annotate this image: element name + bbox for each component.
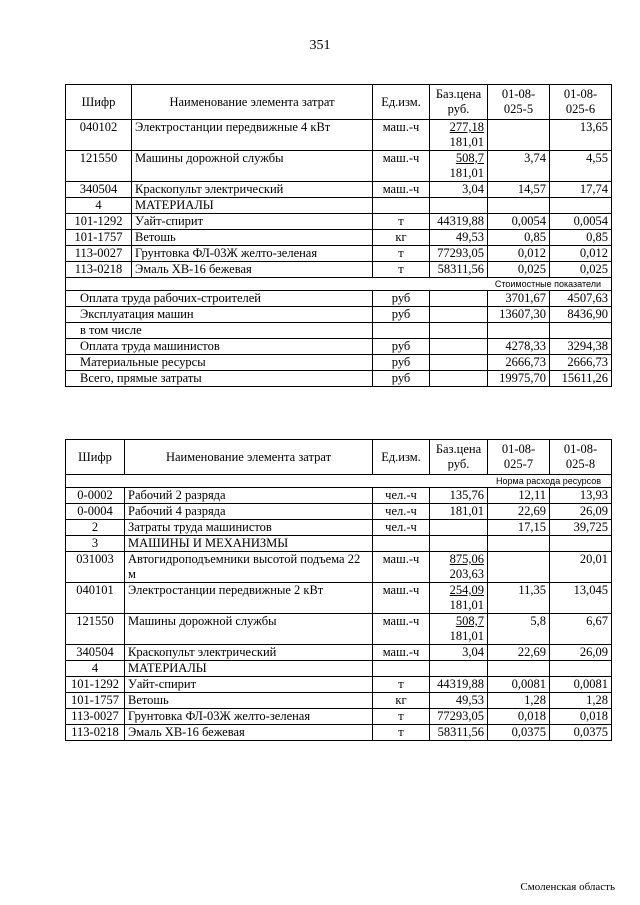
- header-col-b: 01-08-025-8: [550, 440, 612, 475]
- row-name: Автогидроподъемники высотой подъема 22 м: [125, 552, 373, 583]
- row-code: 113-0027: [66, 709, 125, 725]
- row-name: Грунтовка ФЛ-03Ж желто-зеленая: [132, 246, 373, 262]
- row-value-a: 11,35: [488, 583, 550, 614]
- row-price: 3,04: [430, 182, 488, 198]
- row-name: Краскопульт электрический: [132, 182, 373, 198]
- row-value-b: 26,09: [550, 645, 612, 661]
- row-unit: кг: [373, 230, 430, 246]
- row-name: Краскопульт электрический: [125, 645, 373, 661]
- row-code: 113-0027: [66, 246, 132, 262]
- row-value-b: 6,67: [550, 614, 612, 645]
- row-name: Ветошь: [132, 230, 373, 246]
- row-unit: маш.-ч: [373, 645, 430, 661]
- norm-caption-row: [66, 475, 612, 488]
- table-row: [66, 552, 612, 583]
- row-value-a: 14,57: [488, 182, 550, 198]
- row-value-b: 0,012: [550, 246, 612, 262]
- section-row-materials: [66, 198, 612, 214]
- region-footer: Смоленская область: [520, 881, 615, 893]
- row-value-b: 0,0081: [550, 677, 612, 693]
- row-unit: кг: [373, 693, 430, 709]
- header-unit: Ед.изм.: [373, 85, 430, 120]
- table-row: [66, 230, 612, 246]
- row-price: 77293,05: [430, 246, 488, 262]
- row-value-b: 20,01: [550, 552, 612, 583]
- row-unit: т: [373, 262, 430, 278]
- cost-row: [66, 291, 612, 307]
- row-code: 031003: [66, 552, 125, 583]
- row-value-a: 22,69: [488, 504, 550, 520]
- cost-unit: руб: [373, 355, 430, 371]
- row-code: 340504: [66, 645, 125, 661]
- row-value-b: 13,65: [550, 120, 612, 151]
- estimate-table-2: [65, 439, 612, 741]
- row-unit: маш.-ч: [373, 552, 430, 583]
- header-col-a: 01-08-025-7: [488, 440, 550, 475]
- cost-value-b: 15611,26: [550, 371, 612, 387]
- row-code: 121550: [66, 614, 125, 645]
- row-value-b: 0,85: [550, 230, 612, 246]
- row-value-b: 17,74: [550, 182, 612, 198]
- header-name: Наименование элемента затрат: [132, 85, 373, 120]
- table-row: [66, 709, 612, 725]
- cost-caption: Стоимостные показатели: [66, 278, 612, 291]
- row-name: Машины дорожной службы: [132, 151, 373, 182]
- cost-value-b: 4507,63: [550, 291, 612, 307]
- row-unit: маш.-ч: [373, 614, 430, 645]
- section-number: 4: [66, 198, 132, 214]
- row-code: 0-0004: [66, 504, 125, 520]
- row-price: 508,7 181,01: [430, 151, 488, 182]
- header-code: Шифр: [66, 85, 132, 120]
- table-header-row: [66, 440, 612, 475]
- section-row-machines: [66, 536, 612, 552]
- row-unit: т: [373, 709, 430, 725]
- cost-value-a: 2666,73: [488, 355, 550, 371]
- row-unit: маш.-ч: [373, 583, 430, 614]
- cost-row: [66, 323, 612, 339]
- header-col-a: 01-08-025-5: [488, 85, 550, 120]
- table-row: [66, 614, 612, 645]
- row-value-a: 0,018: [488, 709, 550, 725]
- header-base-price: Баз.цена руб.: [430, 85, 488, 120]
- section-title: МАТЕРИАЛЫ: [125, 661, 373, 677]
- cost-value-a: 4278,33: [488, 339, 550, 355]
- row-value-b: 0,018: [550, 709, 612, 725]
- row-name: Уайт-спирит: [132, 214, 373, 230]
- cost-row: [66, 339, 612, 355]
- row-code: 0-0002: [66, 488, 125, 504]
- table-row: [66, 504, 612, 520]
- section-row-materials: [66, 661, 612, 677]
- row-code: 101-1757: [66, 230, 132, 246]
- cost-unit: руб: [373, 371, 430, 387]
- table-row: [66, 151, 612, 182]
- row-unit: т: [373, 246, 430, 262]
- table-row: [66, 677, 612, 693]
- row-value-a: [488, 552, 550, 583]
- row-value-b: 0,0054: [550, 214, 612, 230]
- row-code: 101-1757: [66, 693, 125, 709]
- row-code: 340504: [66, 182, 132, 198]
- section-number: 3: [66, 536, 125, 552]
- row-name: Эмаль ХВ-16 бежевая: [132, 262, 373, 278]
- header-base-price: Баз.цена руб.: [430, 440, 488, 475]
- cost-name: Эксплуатация машин: [66, 307, 373, 323]
- cost-value-a: 13607,30: [488, 307, 550, 323]
- row-code: 113-0218: [66, 262, 132, 278]
- row-unit: маш.-ч: [373, 151, 430, 182]
- estimate-table-1: [65, 84, 612, 387]
- row-value-b: 39,725: [550, 520, 612, 536]
- table-row: [66, 214, 612, 230]
- cost-unit: руб: [373, 339, 430, 355]
- row-name: Грунтовка ФЛ-03Ж желто-зеленая: [125, 709, 373, 725]
- header-name: Наименование элемента затрат: [125, 440, 373, 475]
- row-value-a: 0,0375: [488, 725, 550, 741]
- row-value-a: 1,28: [488, 693, 550, 709]
- cost-row: [66, 355, 612, 371]
- section-number: 4: [66, 661, 125, 677]
- row-name: Машины дорожной службы: [125, 614, 373, 645]
- row-price: 135,76: [430, 488, 488, 504]
- row-price: 49,53: [430, 693, 488, 709]
- row-price: 181,01: [430, 504, 488, 520]
- table-row: [66, 246, 612, 262]
- row-name: Рабочий 4 разряда: [125, 504, 373, 520]
- row-value-b: 0,0375: [550, 725, 612, 741]
- row-value-a: 0,0054: [488, 214, 550, 230]
- row-unit: маш.-ч: [373, 182, 430, 198]
- row-value-a: 0,0081: [488, 677, 550, 693]
- row-price: 49,53: [430, 230, 488, 246]
- table-header-row: [66, 85, 612, 120]
- cost-caption-row: [66, 278, 612, 291]
- row-unit: т: [373, 725, 430, 741]
- row-unit: т: [373, 214, 430, 230]
- row-price: 254,09 181,01: [430, 583, 488, 614]
- row-value-b: 1,28: [550, 693, 612, 709]
- row-code: 101-1292: [66, 214, 132, 230]
- row-name: Эмаль ХВ-16 бежевая: [125, 725, 373, 741]
- row-value-a: 3,74: [488, 151, 550, 182]
- row-price: 44319,88: [430, 677, 488, 693]
- row-code: 113-0218: [66, 725, 125, 741]
- row-unit: чел.-ч: [373, 488, 430, 504]
- cost-value-b: 3294,38: [550, 339, 612, 355]
- table-row: [66, 262, 612, 278]
- header-col-b: 01-08-025-6: [550, 85, 612, 120]
- row-value-b: 26,09: [550, 504, 612, 520]
- row-code: 040102: [66, 120, 132, 151]
- cost-name: Оплата труда рабочих-строителей: [66, 291, 373, 307]
- row-value-a: 12,11: [488, 488, 550, 504]
- row-value-a: 0,85: [488, 230, 550, 246]
- cost-name: Всего, прямые затраты: [66, 371, 373, 387]
- row-price: 3,04: [430, 645, 488, 661]
- cost-unit: руб: [373, 291, 430, 307]
- row-price: 58311,56: [430, 262, 488, 278]
- section-title: МАШИНЫ И МЕХАНИЗМЫ: [125, 536, 373, 552]
- row-value-a: [488, 120, 550, 151]
- row-price: 77293,05: [430, 709, 488, 725]
- row-value-a: 0,025: [488, 262, 550, 278]
- row-price: 508,7 181,01: [430, 614, 488, 645]
- row-price: 875,06 203,63: [430, 552, 488, 583]
- labor-row: [66, 520, 612, 536]
- cost-value-a: 19975,70: [488, 371, 550, 387]
- row-code: 040101: [66, 583, 125, 614]
- row-name: Рабочий 2 разряда: [125, 488, 373, 504]
- row-unit: чел.-ч: [373, 504, 430, 520]
- row-name: Электростанции передвижные 4 кВт: [132, 120, 373, 151]
- cost-row: [66, 307, 612, 323]
- table-row: [66, 488, 612, 504]
- table-row: [66, 583, 612, 614]
- row-name: Электростанции передвижные 2 кВт: [125, 583, 373, 614]
- row-value-b: 4,55: [550, 151, 612, 182]
- row-price: 44319,88: [430, 214, 488, 230]
- row-value-b: 0,025: [550, 262, 612, 278]
- table-row: [66, 120, 612, 151]
- cost-row: [66, 371, 612, 387]
- row-unit: т: [373, 677, 430, 693]
- row-name: Уайт-спирит: [125, 677, 373, 693]
- cost-value-b: 8436,90: [550, 307, 612, 323]
- cost-value-a: 3701,67: [488, 291, 550, 307]
- table-row: [66, 182, 612, 198]
- row-unit: чел.-ч: [373, 520, 430, 536]
- row-code: 101-1292: [66, 677, 125, 693]
- row-code: 2: [66, 520, 125, 536]
- cost-unit: руб: [373, 307, 430, 323]
- row-value-a: 17,15: [488, 520, 550, 536]
- cost-value-b: 2666,73: [550, 355, 612, 371]
- row-price: 58311,56: [430, 725, 488, 741]
- cost-name: в том числе: [66, 323, 373, 339]
- table-row: [66, 693, 612, 709]
- header-code: Шифр: [66, 440, 125, 475]
- row-name: Ветошь: [125, 693, 373, 709]
- cost-name: Материальные ресурсы: [66, 355, 373, 371]
- row-value-b: 13,045: [550, 583, 612, 614]
- cost-name: Оплата труда машинистов: [66, 339, 373, 355]
- table-row: [66, 645, 612, 661]
- section-title: МАТЕРИАЛЫ: [132, 198, 373, 214]
- row-unit: маш.-ч: [373, 120, 430, 151]
- table-row: [66, 725, 612, 741]
- row-value-a: 22,69: [488, 645, 550, 661]
- row-value-b: 13,93: [550, 488, 612, 504]
- norm-caption: Норма расхода ресурсов: [66, 475, 612, 488]
- row-price: 277,18 181,01: [430, 120, 488, 151]
- header-unit: Ед.изм.: [373, 440, 430, 475]
- row-code: 121550: [66, 151, 132, 182]
- page-number: 351: [309, 38, 331, 53]
- row-value-a: 5,8: [488, 614, 550, 645]
- row-value-a: 0,012: [488, 246, 550, 262]
- row-name: Затраты труда машинистов: [125, 520, 373, 536]
